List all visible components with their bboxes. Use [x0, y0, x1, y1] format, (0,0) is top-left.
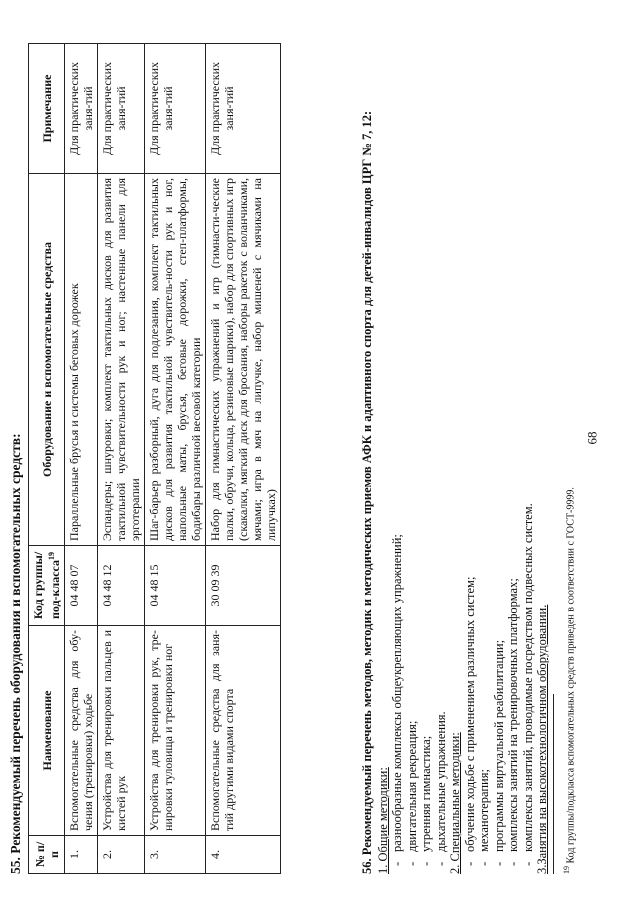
section-56-title: 56. Рекомендуемый перечень методов, методик и методических приемов АФК и адаптивного спорта для детей-инвалидов ЦРГ № 7, 12: — [360, 110, 374, 874]
row-num: 2. — [98, 836, 145, 874]
table-row — [98, 44, 145, 874]
row-note: Для практических заня-тий — [206, 44, 281, 174]
row-note: Для практических заня-тий — [145, 44, 206, 174]
row-code: 04 48 15 — [145, 546, 206, 626]
header-num: № п/п — [29, 836, 65, 874]
header-note: Примечание — [29, 44, 65, 174]
footnote-marker: 19 — [562, 866, 571, 874]
table-header-row — [29, 44, 65, 874]
header-equipment: Оборудование и вспомогательные средства — [29, 174, 65, 546]
table-row — [206, 44, 281, 874]
row-num: 4. — [206, 836, 281, 874]
table-row — [145, 44, 206, 874]
row-code: 30 09 39 — [206, 546, 281, 626]
section-56 — [360, 44, 550, 874]
general-methods-list — [390, 44, 448, 874]
footnote-divider — [553, 694, 554, 874]
row-num: 1. — [65, 836, 98, 874]
row-name: Вспомогательные средства для обу-чения (тренировки) ходьбе — [65, 626, 98, 836]
footnote — [561, 44, 577, 874]
page-number: 68 — [584, 431, 600, 445]
row-code: 04 48 07 — [65, 546, 98, 626]
list-item: - комплексы занятий, проводимые посредством подвесных систем. — [521, 44, 536, 852]
list-item: - программы виртуальной реабилитации; — [492, 44, 507, 852]
row-equipment: Шаг-барьер разборный, дуга для подлезания, комплект тактильных дисков для развития тактильной чувствитель-ности рук и ног, напольные маты, брусья, беговые дорожки, степ-платформы, бодибары различной весовой категории — [145, 174, 206, 546]
equipment-table — [28, 43, 281, 874]
list-item: - комплексы занятий на тренировочных платформах; — [506, 44, 521, 852]
table-row — [65, 44, 98, 874]
list-item: - двигательная рекреация; — [405, 44, 420, 852]
special-methods-list — [463, 44, 536, 874]
footnote-ref: 19 — [47, 551, 56, 560]
row-equipment: Набор для гимнастических упражнений и игр (гимнасти-ческие палки, обручи, кольца, резиновые шарики), набор для спортивных игр (скакалки, мягкий диск для бросания, наборы ракеток с воланчиками, мячами; игра в мяч на липучке, набор мишеней с мячиками на липучках) — [206, 174, 281, 546]
list-item: - утренняя гимнастика; — [419, 44, 434, 852]
row-code: 04 48 12 — [98, 546, 145, 626]
footnote-text: Код группы/подкласса вспомогательных средств приведен в соответствии с ГОСТ-9999. — [565, 487, 577, 864]
section-55-title: 55. Рекомендуемый перечень оборудования и вспомогательных средств: — [8, 433, 23, 874]
row-name: Вспомогательные средства для заня-тий другими видами спорта — [206, 626, 281, 836]
list-item: - механотерапия; — [477, 44, 492, 852]
row-num: 3. — [145, 836, 206, 874]
row-note: Для практических заня-тий — [65, 44, 98, 174]
row-note: Для практических заня-тий — [98, 44, 145, 174]
row-name: Устройства для тренировки пальцев и кистей рук — [98, 626, 145, 836]
hightech-heading: 3.Занятия на высокотехнологичном оборудовании. — [535, 604, 549, 874]
rotated-page-content — [8, 44, 588, 874]
general-methods-heading: 1. Общие методики: — [375, 767, 390, 874]
row-equipment: Эспандеры; шнуровки; комплект тактильных дисков для развития тактильной чувствительности рук и ног; настенные панели для эрготерапии — [98, 174, 145, 546]
list-item: - разнообразные комплексы общеукрепляющих упражнений; — [390, 44, 405, 852]
header-code-label: Код группы/под-класса — [31, 551, 62, 620]
list-item: - дыхательные упражнения. — [434, 44, 449, 852]
list-item: - обучение ходьбе с применением различных систем; — [463, 44, 478, 852]
header-name: Наименование — [29, 626, 65, 836]
row-name: Устройства для тренировки рук, тре-нировки туловища и тренировки ног — [145, 626, 206, 836]
header-code — [29, 546, 65, 626]
special-methods-heading: 2. Специальные методики: — [448, 732, 462, 874]
row-equipment: Параллельные брусья и системы беговых дорожек — [65, 174, 98, 546]
